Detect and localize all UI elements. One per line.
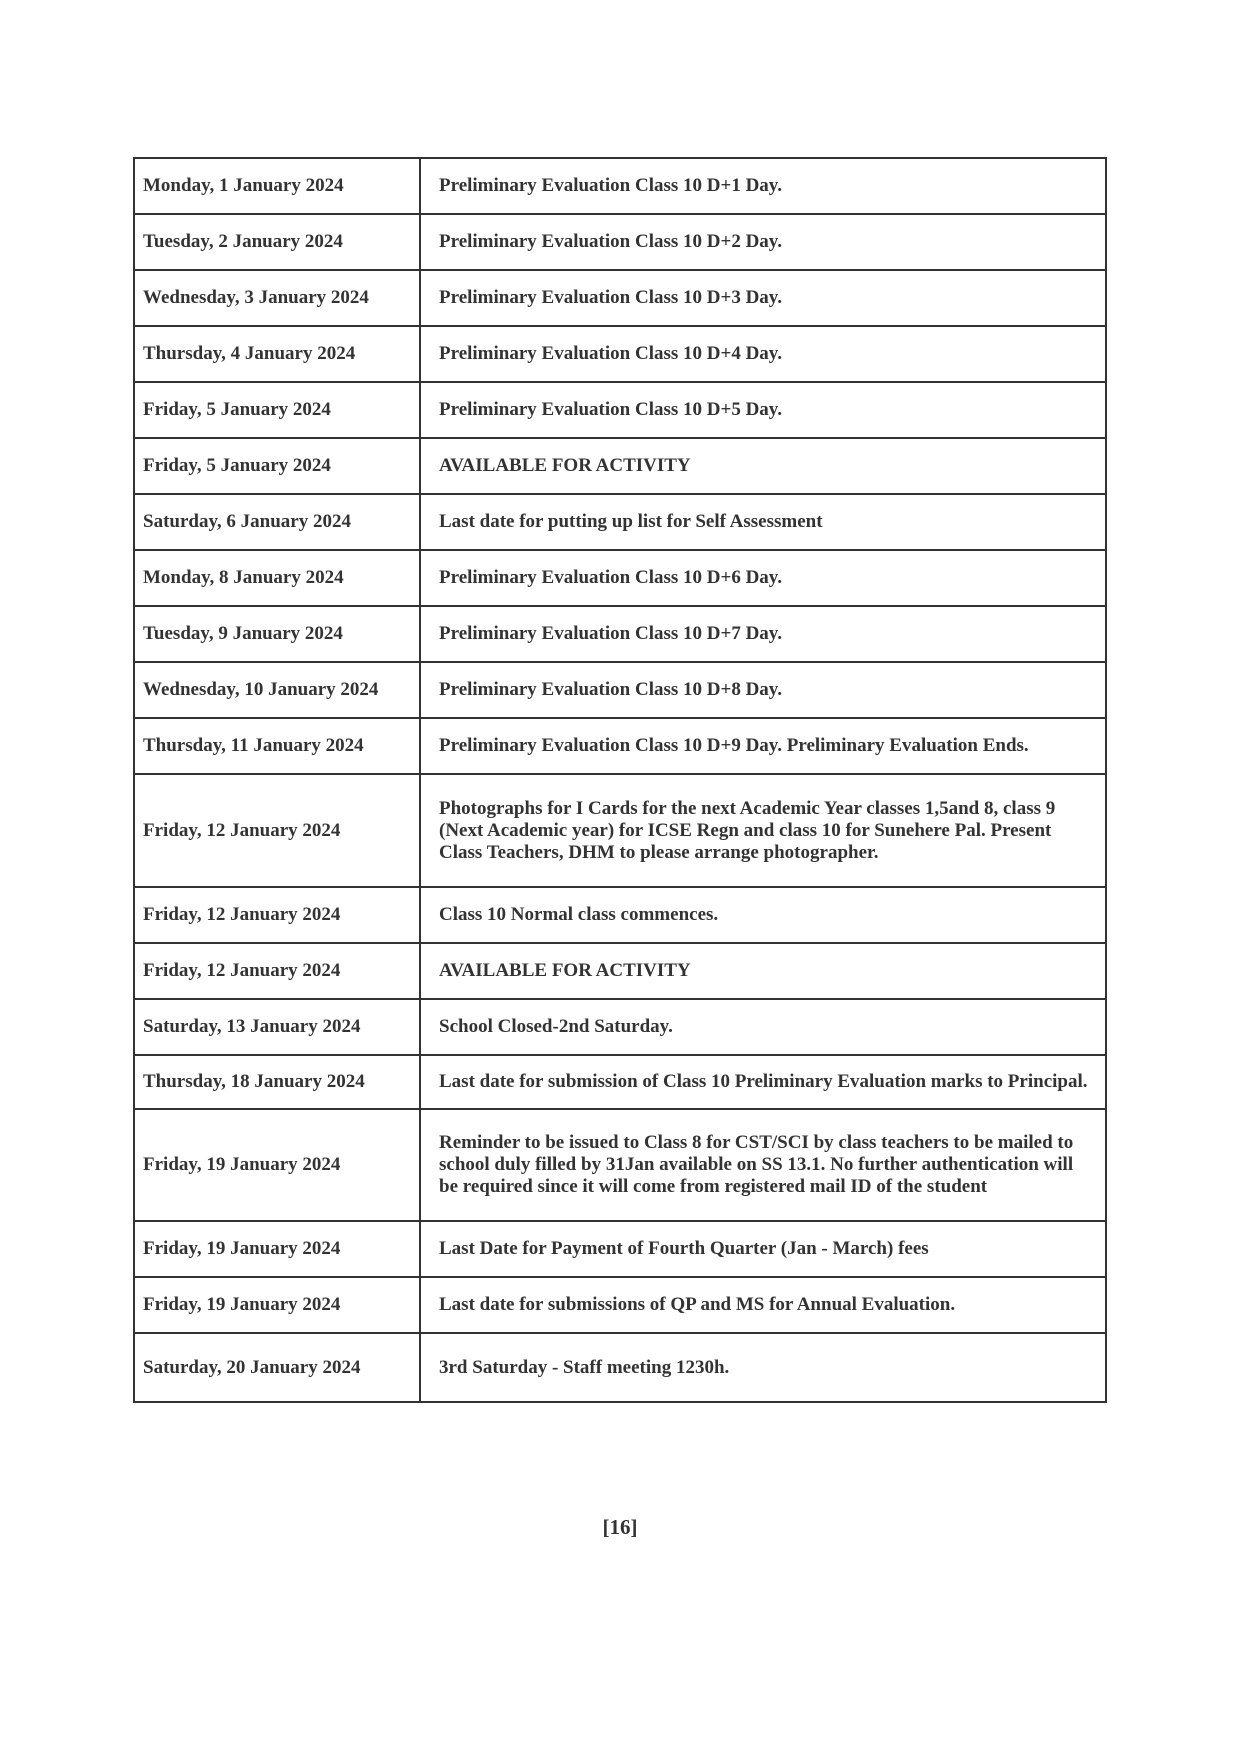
event-cell: 3rd Saturday - Staff meeting 1230h. [420,1333,1106,1402]
date-cell: Friday, 12 January 2024 [134,774,420,887]
page-number: [16] [602,1515,638,1539]
event-cell: Preliminary Evaluation Class 10 D+6 Day. [420,550,1106,606]
date-cell: Friday, 19 January 2024 [134,1277,420,1333]
event-cell: Last date for submissions of QP and MS for Annual Evaluation. [420,1277,1106,1333]
event-cell: Preliminary Evaluation Class 10 D+5 Day. [420,382,1106,438]
event-cell: Last date for putting up list for Self Assessment [420,494,1106,550]
table-row [134,382,1106,438]
event-cell: Class 10 Normal class commences. [420,887,1106,943]
date-cell: Thursday, 18 January 2024 [134,1055,420,1109]
table-row [134,550,1106,606]
table-row [134,1109,1106,1221]
calendar-table [133,157,1107,1403]
date-cell: Monday, 1 January 2024 [134,158,420,214]
table-row [134,270,1106,326]
event-cell: Preliminary Evaluation Class 10 D+8 Day. [420,662,1106,718]
table-row [134,662,1106,718]
event-cell: AVAILABLE FOR ACTIVITY [420,438,1106,494]
event-cell: Preliminary Evaluation Class 10 D+3 Day. [420,270,1106,326]
event-cell: Last Date for Payment of Fourth Quarter (Jan - March) fees [420,1221,1106,1277]
table-row [134,943,1106,999]
event-cell: Photographs for I Cards for the next Academic Year classes 1,5and 8, class 9 (Next Academic year) for ICSE Regn and class 10 for Sunehere Pal. Present Class Teachers, DHM to please arrange photographer. [420,774,1106,887]
table-row [134,494,1106,550]
date-cell: Friday, 19 January 2024 [134,1221,420,1277]
table-row [134,1333,1106,1402]
event-cell: Preliminary Evaluation Class 10 D+9 Day. Preliminary Evaluation Ends. [420,718,1106,774]
date-cell: Friday, 5 January 2024 [134,382,420,438]
date-cell: Wednesday, 10 January 2024 [134,662,420,718]
table-row [134,214,1106,270]
event-cell: AVAILABLE FOR ACTIVITY [420,943,1106,999]
table-row [134,774,1106,887]
table-row [134,718,1106,774]
date-cell: Thursday, 4 January 2024 [134,326,420,382]
date-cell: Friday, 12 January 2024 [134,887,420,943]
table-row [134,1055,1106,1109]
event-cell: Preliminary Evaluation Class 10 D+2 Day. [420,214,1106,270]
table-row [134,1221,1106,1277]
date-cell: Monday, 8 January 2024 [134,550,420,606]
date-cell: Friday, 12 January 2024 [134,943,420,999]
date-cell: Thursday, 11 January 2024 [134,718,420,774]
table-row [134,606,1106,662]
table-row [134,999,1106,1055]
table-row [134,887,1106,943]
date-cell: Friday, 5 January 2024 [134,438,420,494]
table-row [134,1277,1106,1333]
event-cell: School Closed-2nd Saturday. [420,999,1106,1055]
date-cell: Tuesday, 9 January 2024 [134,606,420,662]
event-cell: Preliminary Evaluation Class 10 D+1 Day. [420,158,1106,214]
event-cell: Last date for submission of Class 10 Preliminary Evaluation marks to Principal. [420,1055,1106,1109]
table-row [134,326,1106,382]
date-cell: Saturday, 6 January 2024 [134,494,420,550]
date-cell: Friday, 19 January 2024 [134,1109,420,1221]
table-row [134,438,1106,494]
date-cell: Saturday, 13 January 2024 [134,999,420,1055]
date-cell: Saturday, 20 January 2024 [134,1333,420,1402]
date-cell: Wednesday, 3 January 2024 [134,270,420,326]
event-cell: Reminder to be issued to Class 8 for CST/SCI by class teachers to be mailed to school duly filled by 31Jan available on SS 13.1. No further authentication will be required since it will come from registered mail ID of the student [420,1109,1106,1221]
date-cell: Tuesday, 2 January 2024 [134,214,420,270]
event-cell: Preliminary Evaluation Class 10 D+7 Day. [420,606,1106,662]
table-row [134,158,1106,214]
event-cell: Preliminary Evaluation Class 10 D+4 Day. [420,326,1106,382]
